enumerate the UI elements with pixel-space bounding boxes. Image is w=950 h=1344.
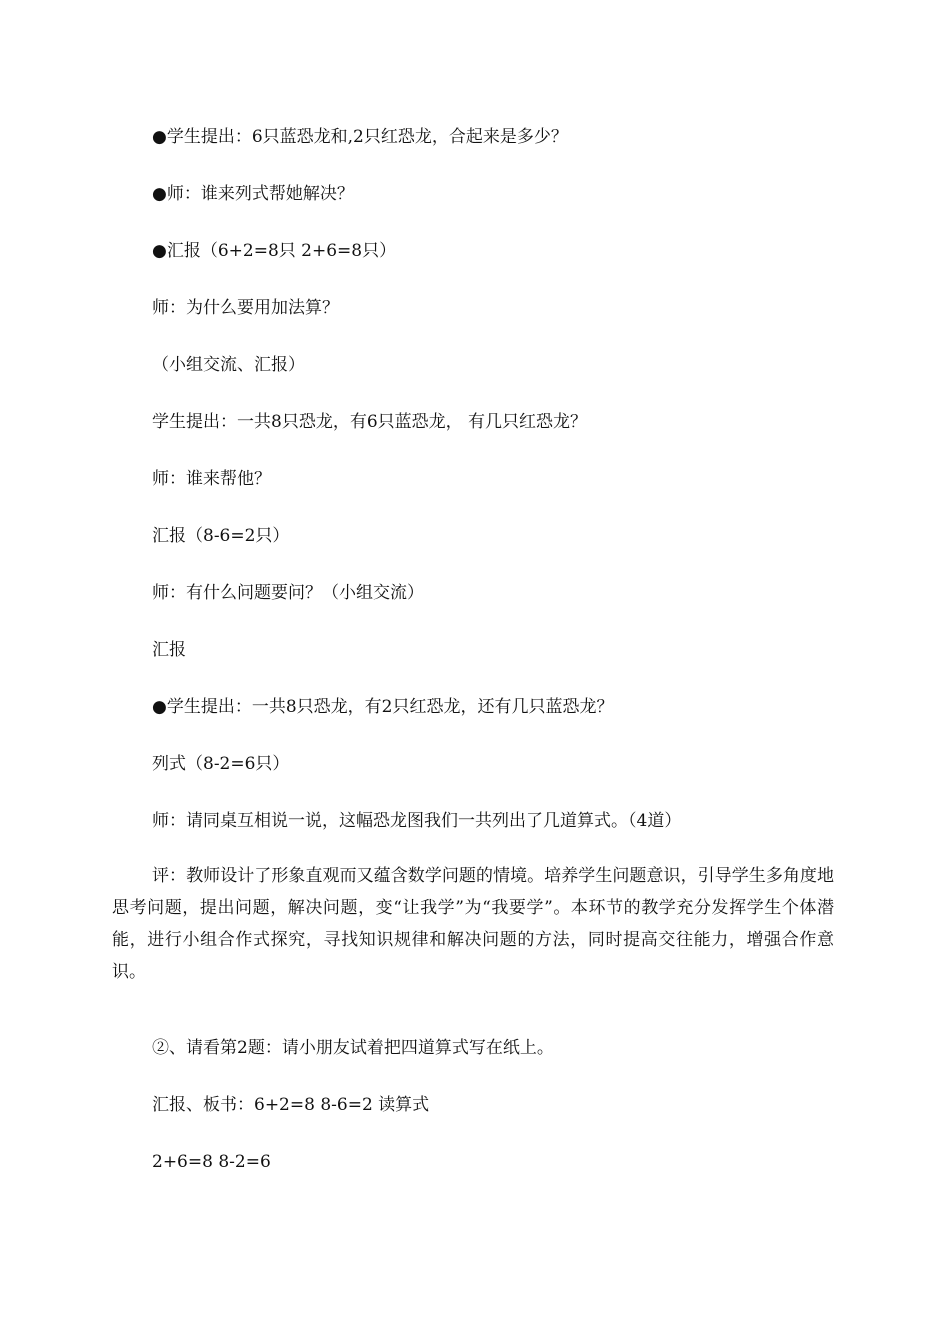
text-line-teacher-prompt-1: ●师：谁来列式帮她解决？: [152, 184, 354, 204]
text-line-student-question-3: ●学生提出：一共8只恐龙，有2只红恐龙，还有几只蓝恐龙？: [152, 697, 614, 717]
text-line-exercise-2: ②、请看第2题：请小朋友试着把四道算式写在纸上。: [152, 1038, 554, 1058]
text-line-student-question-2: 学生提出：一共8只恐龙，有6只蓝恐龙， 有几只红恐龙？: [152, 412, 588, 432]
text-line-equations: 2+6=8 8-2=6: [152, 1152, 271, 1172]
comment-paragraph: 评：教师设计了形象直观而又蕴含数学问题的情境。培养学生问题意识，引导学生多角度地思考问题，提出问题，解决问题，变“让我学”为“我要学”。本环节的教学充分发挥学生个体潜能，进行小组合作式探究，寻找知识规律和解决问题的方法，同时提高交往能力，增强合作意识。: [112, 866, 834, 982]
text-line-teacher-question: 师：有什么问题要问？（小组交流）: [152, 583, 424, 603]
text-line-student-question-1: ●学生提出：6只蓝恐龙和,2只红恐龙，合起来是多少？: [152, 127, 568, 147]
text-line-report-3: 汇报: [152, 640, 186, 660]
text-line-report-2: 汇报（8-6=2只）: [152, 526, 290, 546]
text-line-equation-1: 列式（8-2=6只）: [152, 754, 290, 774]
text-line-teacher-prompt-2: 师：谁来帮他？: [152, 469, 271, 489]
text-line-report-1: ●汇报（6+2=8只 2+6=8只）: [152, 241, 397, 261]
text-line-group-discussion: （小组交流、汇报）: [152, 355, 305, 375]
text-line-board-writing: 汇报、板书：6+2=8 8-6=2 读算式: [152, 1095, 430, 1115]
text-line-teacher-why: 师：为什么要用加法算？: [152, 298, 339, 318]
text-line-teacher-summary: 师：请同桌互相说一说，这幅恐龙图我们一共列出了几道算式。（4道）: [152, 811, 682, 831]
